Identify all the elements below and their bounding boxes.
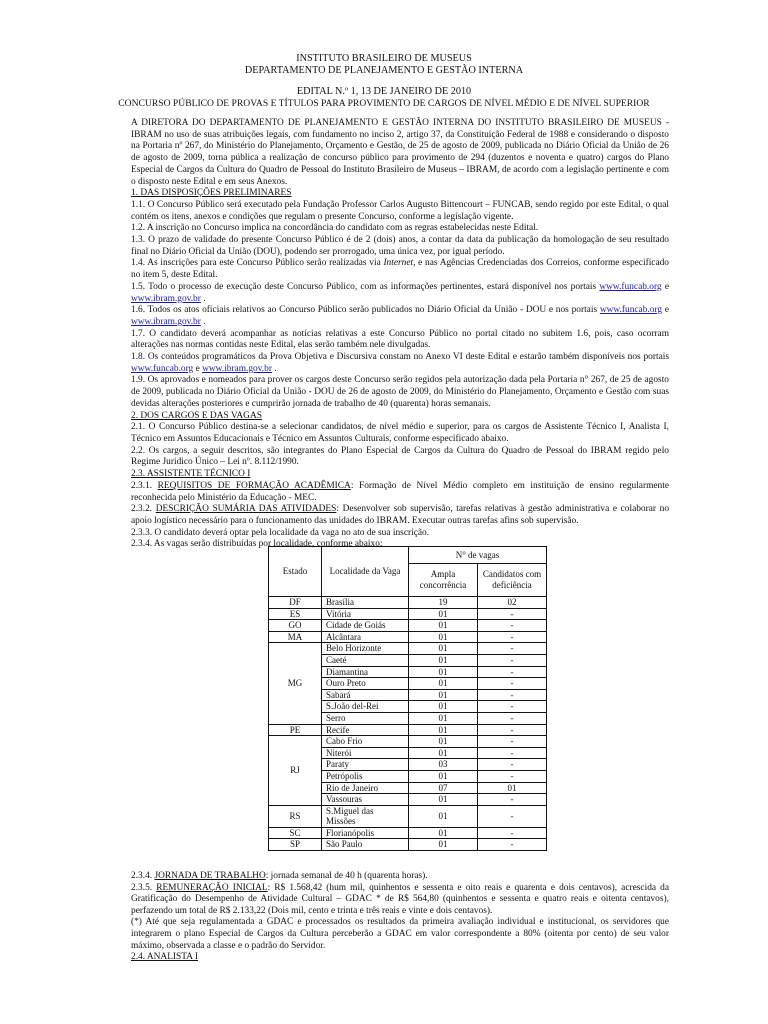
item-1-5-text: 1.5. Todo o processo de execução deste Concurso Público, com as informações pertinentes, estará disponível nos portais [131,281,600,292]
terminator: . [271,363,277,374]
cell-ampla: 01 [409,805,478,827]
item-2-3-1 [131,481,669,504]
cell-ampla: 01 [409,770,478,782]
cell-localidade: Serro [322,712,409,724]
cell-ampla: 01 [409,827,478,839]
cell-localidade: Recife [322,724,409,736]
cell-deficiencia: - [478,689,547,701]
table-row [269,643,547,655]
cell-deficiencia: - [478,736,547,748]
conjunction: e [662,305,669,316]
cell-localidade: Alcântara [322,631,409,643]
section-2-title: 2. DOS CARGOS E DAS VAGAS [131,410,262,421]
cell-deficiencia: - [478,631,547,643]
jornada-text: : jornada semanal de 40 h (quarenta horas). [265,871,428,881]
document-body-continued [131,871,669,964]
cell-localidade: Rio de Janeiro [322,782,409,794]
item-1-7: 1.7. O candidato deverá acompanhar as notícias relativas a este Concurso Público no portal citado no subitem 1.6, pois, caso ocorram alterações nas normas contidas neste Edital, elas serão também nele divulgadas. [131,328,669,351]
cell-deficiencia: - [478,724,547,736]
cell-ampla: 01 [409,620,478,632]
header-estado: Estado [269,547,322,597]
item-2-3-2 [131,504,669,527]
table-row [269,736,547,748]
item-2-2: 2.2. Os cargos, a seguir descritos, são integrantes do Plano Especial de Cargos da Cultura do Quadro de Pessoal do IBRAM regido pelo Regime Jurídico Único – Lei nº. 8.112/1990. [131,445,669,468]
item-2-3-2-heading: DESCRIÇÃO SUMÁRIA DAS ATIVIDADES [155,504,337,515]
cell-localidade: Sabará [322,689,409,701]
item-2-3-5 [131,883,669,918]
table-row [269,827,547,839]
department-name: DEPARTAMENTO DE PLANEJAMENTO E GESTÃO INTERNA [244,65,524,76]
item-2-3-title: 2.3. ASSISTENTE TÉCNICO I [131,469,251,480]
cell-ampla: 07 [409,782,478,794]
funcab-link[interactable]: www.funcab.org [599,305,663,316]
item-1-4 [131,258,669,281]
cell-deficiencia: - [478,759,547,771]
ibram-link[interactable]: www.ibram.gov.br [202,363,272,374]
cell-localidade: Niterói [322,747,409,759]
funcab-link[interactable]: www.funcab.org [599,281,662,292]
item-2-3-1-heading: REQUISITOS DE FORMAÇÃO ACADÊMICA [157,480,351,491]
cell-ampla: 01 [409,747,478,759]
cell-ampla: 01 [409,794,478,806]
conjunction: e [193,363,203,374]
item-2-3-1-text: : Formação de Nível Médio completo em instituição de ensino regularmente reconhecida pelo Ministério da Educação - MEC. [131,480,669,503]
cell-ampla: 01 [409,678,478,690]
item-2-3-4: 2.3.4. As vagas serão distribuídas por localidade, conforme abaixo: [131,539,383,550]
cell-deficiencia: - [478,805,547,827]
terminator: . [200,293,206,304]
cell-ampla: 01 [409,654,478,666]
cell-estado: SC [269,827,322,839]
cell-estado: GO [269,620,322,632]
cell-localidade: Belo Horizonte [322,643,409,655]
cell-localidade: Caeté [322,654,409,666]
item-1-9: 1.9. Os aprovados e nomeados para prover os cargos deste Concurso serão regidos pela autorização dada pela Portaria n° 267, de 25 de agosto de 2009, publicada no Diário Oficial da União - DOU de 26 de agosto de 2009, do Ministério do Planejamento, Orçamento e Gestão com suas devidas alterações posteriores e cumprirão jornada de trabalho de 40 (quarenta) horas semanais. [131,375,669,409]
cell-localidade: Cabo Frio [322,736,409,748]
cell-localidade: Vassouras [322,794,409,806]
cell-deficiencia: - [478,770,547,782]
cell-estado: PE [269,724,322,736]
cell-localidade: S.Miguel das Missões [322,805,409,827]
cell-ampla: 01 [409,689,478,701]
cell-localidade: S.João del-Rei [322,701,409,713]
jornada-heading: JORNADA DE TRABALHO [154,871,266,881]
cell-deficiencia: - [478,643,547,655]
remuneracao-number: 2.3.5. [131,882,157,893]
table-row [269,631,547,643]
vacancy-table [268,546,547,851]
cell-deficiencia: - [478,747,547,759]
cell-ampla: 01 [409,736,478,748]
cell-estado: RS [269,805,322,827]
item-1-1: 1.1. O Concurso Público será executado pela Fundação Professor Carlos Augusto Bittencourt – FUNCAB, sendo regido por este Edital, o qual contém os itens, anexos e condições que regulam o presente Concurso, conforme a legislação vigente. [131,199,669,222]
cell-ampla: 19 [409,597,478,609]
cell-deficiencia: - [478,827,547,839]
table-row [269,805,547,827]
cell-ampla: 01 [409,701,478,713]
item-1-6-text: 1.6. Todos os atos oficiais relativos ao Concurso Público serão publicados no Diário Oficial da União - DOU e nos portais [131,305,600,316]
header-ampla: Ampla concorrência [409,564,478,597]
item-1-4-rest: , e nas Agências Credenciadas dos Correios, conforme especificado no item 5, deste Edital. [131,258,669,281]
jornada-number: 2.3.4. [131,871,155,881]
item-2-3-2-number: 2.3.2. [131,504,156,515]
remuneracao-heading: REMUNERAÇÃO INICIAL [156,882,268,893]
cell-deficiencia: - [478,654,547,666]
cell-ampla: 01 [409,839,478,851]
item-2-3-3: 2.3.3. O candidato deverá optar pela localidade da vaga no ato de sua inscrição. [131,527,430,538]
table-row [269,839,547,851]
cell-localidade: Florianópolis [322,827,409,839]
cell-localidade: Cidade de Goiás [322,620,409,632]
item-1-6 [131,305,669,328]
table-row [269,608,547,620]
header-localidade: Localidade da Vaga [322,547,409,597]
header-deficiencia: Candidatos com deficiência [478,564,547,597]
cell-ampla: 01 [409,724,478,736]
item-2-3-4-jornada [131,871,669,883]
item-2-4-title: 2.4. ANALISTA I [131,952,198,963]
cell-localidade: Vitória [322,608,409,620]
institution-name: INSTITUTO BRASILEIRO DE MUSEUS [296,53,472,64]
item-1-4-text: 1.4. As inscrições para este Concurso Público serão realizadas via [131,258,384,269]
item-1-3: 1.3. O prazo de validade do presente Concurso Público é de 2 (dois) anos, a contar da data da publicação da homologação de seu resultado final no Diário Oficial da União (DOU), podendo ser prorrogado, uma única vez, por igual período. [131,235,669,257]
cell-deficiencia: - [478,839,547,851]
cell-deficiencia: - [478,712,547,724]
cell-deficiencia: - [478,701,547,713]
cell-localidade: São Paulo [322,839,409,851]
item-2-1: 2.1. O Concurso Público destina-se a selecionar candidatos, de nível médio e superior, para os cargos de Assistente Técnico I, Analista I, Técnico em Assuntos Educacionais e Técnico em Assuntos Culturais, conforme especificado abaixo. [131,422,669,444]
cell-deficiencia: 02 [478,597,547,609]
document-body [131,118,669,551]
cell-ampla: 01 [409,712,478,724]
cell-deficiencia: - [478,620,547,632]
cell-localidade: Paraty [322,759,409,771]
item-2-3-1-number: 2.3.1. [131,480,158,491]
edital-number: EDITAL N.º 1, 13 DE JANEIRO DE 2010 [296,86,472,97]
terminator: . [200,316,206,327]
item-1-8-text: 1.8. Os conteúdos programáticos da Prova Objetiva e Discursiva constam no Anexo VI deste Edital e estarão também disponíveis nos portais [131,352,669,363]
cell-deficiencia: - [478,794,547,806]
cell-localidade: Brasília [322,597,409,609]
cell-estado: ES [269,608,322,620]
concurso-title: CONCURSO PÚBLICO DE PROVAS E TÍTULOS PARA PROVIMENTO DE CARGOS DE NÍVEL MÉDIO E DE NÍVEL SUPERIOR [118,98,650,109]
item-1-8 [131,352,669,375]
item-2-3-2-text: : Desenvolver sob supervisão, tarefas relativas à gestão administrativa e colaborar no apoio logístico necessário para o funcionamento das unidades do IBRAM. Executar outras tarefas afins sob supervisão. [131,504,670,526]
cell-deficiencia: - [478,608,547,620]
internet-term: Internet [383,258,414,269]
conjunction: e [661,281,669,292]
cell-deficiencia: - [478,678,547,690]
gdac-note: (*) Até que seja regulamentada a GDAC e processados os resultados da primeira avaliação individual e institucional, os servidores que integrarem o plano Especial de Cargos da Cultura perceberão a GDAC em valor correspondente a 80% (oitenta por cento) de seu valor máximo, observada a classe e o padrão do Servidor. [131,917,669,951]
cell-ampla: 01 [409,608,478,620]
table-row [269,724,547,736]
cell-localidade: Petrópolis [322,770,409,782]
cell-ampla: 03 [409,759,478,771]
cell-deficiencia: - [478,666,547,678]
cell-ampla: 01 [409,643,478,655]
funcab-link[interactable]: www.funcab.org [131,363,194,374]
ibram-link[interactable]: www.ibram.gov.br [131,293,201,304]
cell-localidade: Ouro Preto [322,678,409,690]
cell-estado: DF [269,597,322,609]
intro-paragraph: A DIRETORA DO DEPARTAMENTO DE PLANEJAMENTO E GESTÃO INTERNA DO INSTITUTO BRASILEIRO DE MUSEUS - IBRAM no uso de suas atribuições legais, com fundamento no inciso 2, artigo 37, da Constituição Federal de 1988 e considerando o disposto na Portaria nº 267, do Ministério do Planejamento, Orçamento e Gestão, de 25 de agosto de 2009, publicada no Diário Oficial da União de 26 de agosto de 2009, torna pública a realização de concurso público para provimento de 294 (duzentos e noventa e quatro) cargos do Plano Especial de Cargos da Cultura do Quadro de Pessoal do Instituto Brasileiro de Museus – IBRAM, de acordo com a legislação pertinente e com o disposto neste Edital e em seus Anexos. [131,118,669,187]
table-header-row [269,547,547,564]
section-1-title: 1. DAS DISPOSIÇÕES PRELIMINARES [131,188,292,199]
cell-ampla: 01 [409,631,478,643]
cell-estado: RJ [269,736,322,806]
item-1-2: 1.2. A inscrição no Concurso implica na concordância do candidato com as regras estabelecidas neste Edital. [131,223,539,234]
cell-deficiencia: 01 [478,782,547,794]
header-vagas: N° de vagas [409,547,547,564]
item-1-5 [131,282,669,305]
cell-estado: MA [269,631,322,643]
table-row [269,620,547,632]
cell-ampla: 01 [409,666,478,678]
remuneracao-text: : R$ 1.568,42 (hum mil, quinhentos e sessenta e oito reais e quarenta e dois centavos), acrescida da Gratificação do Desempenho de Atividade Cultural – GDAC * de R$ 564,80 (quinhentos e sessenta e quatro reais e oitenta centavos), perfazendo um total de R$ 2.133,22 (Dois mil, cento e trinta e três reais e vinte e dois centavos). [131,882,669,916]
cell-localidade: Diamantina [322,666,409,678]
ibram-link[interactable]: www.ibram.gov.br [131,316,201,327]
table-row [269,597,547,609]
cell-estado: MG [269,643,322,724]
cell-estado: SP [269,839,322,851]
